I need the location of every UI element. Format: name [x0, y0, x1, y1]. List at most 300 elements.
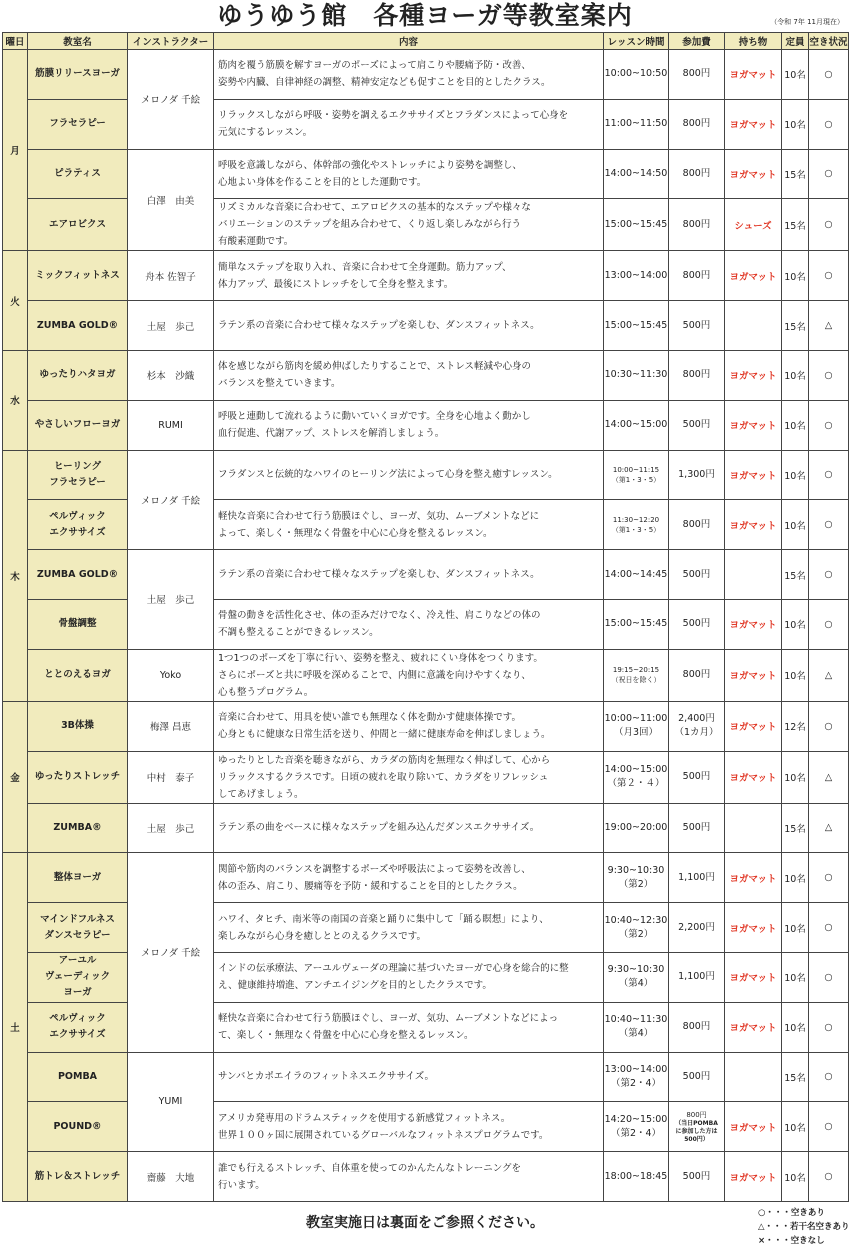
- fee-line: 500円: [682, 319, 711, 331]
- description-line: リズミカルな音楽に合わせて、エアロビクスの基本的なステップや様々な: [218, 202, 531, 214]
- fee-line: 800円: [682, 167, 711, 179]
- description-cell: [214, 301, 604, 351]
- class-name-line: ヨーガ: [63, 987, 92, 999]
- availability-cell: ○: [809, 952, 849, 1002]
- description-line: 音楽に合わせて、用具を使い誰でも無理なく体を動かす健康体操です。: [218, 712, 522, 724]
- description-line: 呼吸を意識しながら、体幹部の強化やストレッチにより姿勢を調整し、: [218, 159, 522, 171]
- capacity-cell: 10名: [782, 1002, 809, 1052]
- availability-cell: ○: [809, 853, 849, 903]
- description-line: 関節や筋肉のバランスを調整するポーズや呼吸法によって姿勢を改善し、: [218, 863, 531, 875]
- time-line: 13:00~14:00: [604, 269, 668, 281]
- legend-item: ○・・・空きあり: [758, 1208, 825, 1218]
- time-line: 14:00~15:00: [604, 764, 668, 776]
- availability-cell: ○: [809, 1002, 849, 1052]
- class-name-line: 筋膜リリースヨーガ: [35, 68, 120, 80]
- class-name: [28, 400, 128, 450]
- table-row: [3, 350, 849, 400]
- availability-cell: △: [809, 649, 849, 701]
- availability-cell: ○: [809, 251, 849, 301]
- capacity-cell: 10名: [782, 99, 809, 149]
- fee-cell: [669, 599, 725, 649]
- time-cell: [604, 450, 669, 500]
- description-line: 楽しみながら心身を癒しととのえるクラスです。: [218, 930, 426, 942]
- fee-line: 2,200円: [678, 921, 715, 933]
- time-line: 13:00~14:00: [604, 1063, 668, 1075]
- class-name: [28, 649, 128, 701]
- fee-line: 800円: [682, 1021, 711, 1033]
- time-cell: [604, 751, 669, 803]
- description-cell: [214, 500, 604, 550]
- description-line: ハワイ、タヒチ、南米等の南国の音楽と踊りに集中して「踊る瞑想」により、: [218, 913, 549, 925]
- fee-cell: [669, 99, 725, 149]
- class-name-line: エクササイズ: [49, 526, 106, 538]
- availability-cell: ○: [809, 500, 849, 550]
- class-name-line: ZUMBA GOLD®: [36, 319, 119, 331]
- fee-cell: [669, 649, 725, 701]
- day-cell: 金: [3, 701, 28, 853]
- class-name-line: ミックフィットネス: [35, 269, 120, 281]
- items-cell: ヨガマット: [725, 251, 782, 301]
- time-cell: [604, 952, 669, 1002]
- description-line: ラテン系の音楽に合わせて様々なステップを楽しむ、ダンスフィットネス。: [218, 320, 540, 332]
- time-line: 14:00~14:45: [604, 568, 668, 580]
- class-name: [28, 500, 128, 550]
- fee-line: 1,100円: [678, 971, 715, 983]
- time-line: 15:00~15:45: [604, 618, 668, 630]
- fee-cell: [669, 903, 725, 953]
- items-cell: ヨガマット: [725, 649, 782, 701]
- fee-note-line: （当日POMBA: [675, 1119, 718, 1127]
- time-cell: [604, 1152, 669, 1202]
- table-row: [3, 149, 849, 199]
- fee-line: 500円: [682, 821, 711, 833]
- description-cell: [214, 701, 604, 751]
- items-cell: ヨガマット: [725, 50, 782, 100]
- time-cell: [604, 701, 669, 751]
- fee-note-line: に参加した方は: [675, 1127, 718, 1135]
- description-cell: [214, 952, 604, 1002]
- items-cell: ヨガマット: [725, 853, 782, 903]
- description-line: 有酸素運動です。: [218, 236, 294, 248]
- time-cell: [604, 251, 669, 301]
- capacity-cell: 15名: [782, 1052, 809, 1102]
- table-row: [3, 251, 849, 301]
- fee-cell: [669, 803, 725, 853]
- time-line: 9:30~10:30: [607, 964, 665, 976]
- footer-note: 教室実施日は裏面をご参照ください。: [306, 1215, 544, 1231]
- time-cell: [604, 903, 669, 953]
- description-line: 心身ともに健康な日常生活を送り、仲間と一緒に健康寿命を伸ばしましょう。: [218, 729, 551, 741]
- day-cell: 火: [3, 251, 28, 351]
- class-name-line: 整体ヨーガ: [53, 871, 102, 883]
- instructor-cell: 梅澤 昌恵: [128, 701, 214, 751]
- fee-line: 500円: [682, 1070, 711, 1082]
- fee-cell: [669, 149, 725, 199]
- header-class: 教室名: [28, 33, 128, 50]
- time-line: （第4）: [618, 978, 654, 990]
- description-line: リラックスしながら呼吸・姿勢を調えるエクササイズとフラダンスによって心身を: [218, 110, 569, 122]
- instructor-cell: RUMI: [128, 400, 214, 450]
- items-cell: [725, 1052, 782, 1102]
- items-cell: ヨガマット: [725, 400, 782, 450]
- time-line: 10:40~11:30: [604, 1014, 668, 1026]
- items-cell: [725, 803, 782, 853]
- fee-cell: [669, 1002, 725, 1052]
- description-cell: [214, 803, 604, 853]
- header-availability: 空き状況: [809, 33, 849, 50]
- time-line: （第2）: [618, 928, 654, 940]
- items-cell: ヨガマット: [725, 450, 782, 500]
- items-cell: ヨガマット: [725, 1102, 782, 1152]
- description-cell: [214, 649, 604, 701]
- time-cell: [604, 599, 669, 649]
- class-name: [28, 199, 128, 251]
- class-name-line: ととのえるヨガ: [44, 669, 111, 681]
- description-line: してあげましょう。: [218, 788, 304, 800]
- description-line: 呼吸と連動して流れるように動いていくヨガです。全身を心地よく動かし: [218, 411, 531, 423]
- fee-line: 500円: [682, 1170, 711, 1182]
- items-cell: [725, 301, 782, 351]
- description-line: 世界１００ヶ国に展開されているグローバルなフィットネスプログラムです。: [218, 1129, 549, 1141]
- items-cell: ヨガマット: [725, 1002, 782, 1052]
- time-note: （第1・3・5）: [611, 525, 661, 534]
- class-name: [28, 450, 128, 500]
- instructor-cell: 土屋 歩己: [128, 803, 214, 853]
- class-name: [28, 251, 128, 301]
- class-name: [28, 99, 128, 149]
- time-cell: [604, 550, 669, 600]
- class-name-line: やさしいフローヨガ: [34, 419, 121, 431]
- class-name-line: マインドフルネス: [40, 913, 115, 925]
- class-name-line: ヴェーディック: [44, 971, 111, 983]
- availability-cell: △: [809, 301, 849, 351]
- time-line: 14:20~15:00: [604, 1113, 668, 1125]
- page-title: ゆうゆう館 各種ヨーガ等教室案内: [217, 1, 633, 30]
- description-line: 筋肉を覆う筋膜を解すヨーガのポーズによって肩こりや腰痛予防・改善、: [218, 60, 531, 72]
- day-cell: 土: [3, 853, 28, 1202]
- items-cell: [725, 550, 782, 600]
- class-name: [28, 751, 128, 803]
- items-cell: シューズ: [725, 199, 782, 251]
- table-row: [3, 550, 849, 600]
- capacity-cell: 10名: [782, 50, 809, 100]
- description-cell: [214, 599, 604, 649]
- fee-line: 800円: [682, 369, 711, 381]
- class-name: [28, 50, 128, 100]
- fee-line: 500円: [682, 771, 711, 783]
- availability-cell: △: [809, 751, 849, 803]
- availability-cell: ○: [809, 1152, 849, 1202]
- description-line: バランスを整えていきます。: [218, 378, 341, 390]
- fee-cell: [669, 350, 725, 400]
- fee-line: 800円: [682, 669, 711, 681]
- description-cell: [214, 751, 604, 803]
- header-fee: 参加費: [669, 33, 725, 50]
- instructor-cell: Yoko: [128, 649, 214, 701]
- time-line: 15:00~15:45: [604, 319, 668, 331]
- fee-line: 800円: [682, 518, 711, 530]
- instructor-cell: YUMI: [128, 1052, 214, 1152]
- fee-line: 1,100円: [678, 871, 715, 883]
- class-name: [28, 903, 128, 953]
- capacity-cell: 10名: [782, 599, 809, 649]
- description-cell: [214, 1152, 604, 1202]
- fee-line: （1カ月）: [674, 727, 719, 739]
- description-line: 元気にするレッスン。: [218, 127, 313, 139]
- instructor-cell: メロノダ 千絵: [128, 50, 214, 150]
- instructor-cell: 舟本 佐智子: [128, 251, 214, 301]
- capacity-cell: 15名: [782, 149, 809, 199]
- table-row: [3, 450, 849, 500]
- items-cell: ヨガマット: [725, 350, 782, 400]
- header-content: 内容: [214, 33, 604, 50]
- description-line: アメリカ発専用のドラムスティックを使用する新感覚フィットネス。: [218, 1112, 511, 1124]
- description-cell: [214, 550, 604, 600]
- availability-cell: ○: [809, 903, 849, 953]
- class-name: [28, 350, 128, 400]
- description-cell: [214, 1002, 604, 1052]
- capacity-cell: 12名: [782, 701, 809, 751]
- class-name-line: ペルヴィック: [49, 510, 106, 522]
- instructor-cell: 白澤 由美: [128, 149, 214, 251]
- description-line: フラダンスと伝統的なハワイのヒーリング法によって心身を整え癒すレッスン。: [218, 469, 558, 481]
- capacity-cell: 15名: [782, 301, 809, 351]
- time-cell: [604, 149, 669, 199]
- description-line: て、楽しく・無理なく骨盤を中心に心身を整えるレッスン。: [218, 1030, 474, 1042]
- time-cell: [604, 500, 669, 550]
- class-name-line: ダンスセラピー: [44, 929, 111, 941]
- day-cell: 月: [3, 50, 28, 251]
- fee-line: 500円: [682, 568, 711, 580]
- availability-cell: ○: [809, 599, 849, 649]
- time-line: 14:00~14:50: [604, 167, 668, 179]
- instructor-cell: 杉本 沙織: [128, 350, 214, 400]
- capacity-cell: 10名: [782, 1152, 809, 1202]
- class-name-line: ZUMBA GOLD®: [36, 568, 119, 580]
- description-line: 簡単なステップを取り入れ、音楽に合わせて全身運動。筋力アップ、: [218, 261, 512, 273]
- items-cell: ヨガマット: [725, 599, 782, 649]
- items-cell: ヨガマット: [725, 1152, 782, 1202]
- instructor-cell: メロノダ 千絵: [128, 450, 214, 550]
- description-line: 血行促進、代謝アップ、ストレスを解消しましょう。: [218, 428, 445, 440]
- description-cell: [214, 400, 604, 450]
- class-name-line: ZUMBA®: [53, 821, 102, 833]
- description-line: 骨盤の動きを活性化させ、体の歪みだけでなく、冷え性、肩こりなどの体の: [218, 610, 541, 622]
- fee-cell: [669, 1152, 725, 1202]
- class-name-line: フラセラピー: [49, 476, 106, 488]
- time-line: 19:00~20:00: [604, 821, 668, 833]
- header-row: [3, 33, 849, 50]
- class-name-line: エアロビクス: [49, 218, 106, 230]
- fee-cell: [669, 199, 725, 251]
- time-cell: [604, 400, 669, 450]
- availability-legend: [758, 1206, 850, 1248]
- description-line: 姿勢や内臓、自律神経の調整、精神安定なども促すことを目的としたクラス。: [218, 77, 551, 89]
- items-cell: ヨガマット: [725, 149, 782, 199]
- description-cell: [214, 450, 604, 500]
- time-line: （第2・4）: [610, 1127, 662, 1139]
- items-cell: ヨガマット: [725, 952, 782, 1002]
- class-name-line: POUND®: [53, 1120, 102, 1132]
- capacity-cell: 10名: [782, 350, 809, 400]
- time-cell: [604, 1002, 669, 1052]
- fee-cell: [669, 1102, 725, 1152]
- class-name-line: ヒーリング: [54, 460, 101, 472]
- items-cell: ヨガマット: [725, 99, 782, 149]
- time-line: （第２・４）: [607, 778, 665, 790]
- table-row: [3, 301, 849, 351]
- items-cell: ヨガマット: [725, 701, 782, 751]
- fee-cell: [669, 952, 725, 1002]
- fee-line: 800円: [682, 68, 711, 80]
- fee-cell: [669, 500, 725, 550]
- time-line: 11:00~11:50: [604, 118, 668, 130]
- table-row: [3, 853, 849, 903]
- capacity-cell: 10名: [782, 952, 809, 1002]
- description-line: 軽快な音楽に合わせて行う筋膜ほぐし、ヨーガ、気功、ムーブメントなどに: [218, 510, 540, 522]
- description-line: 不調も整えることができるレッスン。: [218, 627, 379, 639]
- description-cell: [214, 1102, 604, 1152]
- time-line: 10:00~11:00: [604, 713, 668, 725]
- capacity-cell: 10名: [782, 500, 809, 550]
- description-line: え、健康維持増進、アンチエイジングを目的としたクラスです。: [218, 980, 492, 992]
- class-name: [28, 550, 128, 600]
- capacity-cell: 10名: [782, 450, 809, 500]
- time-note: （祝日を除く）: [611, 676, 661, 685]
- table-row: [3, 649, 849, 701]
- fee-line: 500円: [682, 618, 711, 630]
- table-row: [3, 751, 849, 803]
- instructor-cell: 土屋 歩己: [128, 550, 214, 650]
- capacity-cell: 15名: [782, 803, 809, 853]
- day-cell: 木: [3, 450, 28, 701]
- class-name-line: ゆったりストレッチ: [34, 771, 121, 783]
- table-row: [3, 701, 849, 751]
- class-name: [28, 301, 128, 351]
- time-line: （第2）: [618, 878, 654, 890]
- availability-cell: ○: [809, 400, 849, 450]
- description-line: サンバとカポエイラのフィットネスエクササイズ。: [218, 1071, 435, 1083]
- description-cell: [214, 903, 604, 953]
- capacity-cell: 10名: [782, 251, 809, 301]
- fee-line: 1,300円: [678, 468, 715, 480]
- schedule-table: [2, 32, 849, 1202]
- instructor-cell: メロノダ 千絵: [128, 853, 214, 1052]
- fee-line: 2,400円: [678, 713, 715, 725]
- time-line: （第4）: [618, 1028, 654, 1040]
- class-name: [28, 149, 128, 199]
- fee-cell: [669, 751, 725, 803]
- availability-cell: △: [809, 803, 849, 853]
- header-time: レッスン時間: [604, 33, 669, 50]
- availability-cell: ○: [809, 701, 849, 751]
- fee-line: 800円: [682, 269, 711, 281]
- time-line: 9:30~10:30: [607, 864, 665, 876]
- description-line: 行います。: [218, 1179, 265, 1191]
- description-line: 心も整うプログラム。: [218, 686, 314, 698]
- time-cell: [604, 853, 669, 903]
- availability-cell: ○: [809, 199, 849, 251]
- items-cell: ヨガマット: [725, 751, 782, 803]
- description-line: リラックスするクラスです。日頃の疲れを取り除いて、カラダをリフレッシュ: [218, 771, 549, 783]
- time-cell: [604, 1102, 669, 1152]
- fee-cell: [669, 701, 725, 751]
- description-line: 体を感じながら筋肉を緩め伸ばしたりすることで、ストレス軽減や心身の: [218, 361, 532, 373]
- header-instructor: インストラクター: [128, 33, 214, 50]
- description-cell: [214, 50, 604, 100]
- fee-cell: [669, 301, 725, 351]
- description-cell: [214, 199, 604, 251]
- class-name-line: POMBA: [57, 1070, 98, 1082]
- time-line: 18:00~18:45: [604, 1170, 668, 1182]
- capacity-cell: 15名: [782, 550, 809, 600]
- time-line: 10:00~10:50: [604, 68, 668, 80]
- class-name: [28, 853, 128, 903]
- items-cell: ヨガマット: [725, 903, 782, 953]
- description-cell: [214, 251, 604, 301]
- availability-cell: ○: [809, 350, 849, 400]
- table-row: [3, 1152, 849, 1202]
- legend-item: △・・・若干名空きあり: [758, 1222, 850, 1232]
- description-line: 1つ1つのポーズを丁寧に行い、姿勢を整え、疲れにくい身体をつくります。: [218, 652, 543, 664]
- capacity-cell: 10名: [782, 649, 809, 701]
- description-cell: [214, 99, 604, 149]
- time-cell: [604, 649, 669, 701]
- class-name-line: 3B体操: [61, 720, 94, 732]
- table-row: [3, 803, 849, 853]
- description-line: さらにポーズと共に呼吸を深めることで、内側に意識を向けやすくなり、: [218, 669, 531, 681]
- capacity-cell: 10名: [782, 1102, 809, 1152]
- header-items: 持ち物: [725, 33, 782, 50]
- fee-cell: [669, 251, 725, 301]
- class-name-line: フラセラピー: [49, 118, 106, 130]
- day-cell: 水: [3, 350, 28, 450]
- class-name: [28, 701, 128, 751]
- instructor-cell: 土屋 歩己: [128, 301, 214, 351]
- time-line: 15:00~15:45: [604, 218, 668, 230]
- class-name-line: アーユル: [58, 955, 97, 967]
- description-cell: [214, 1052, 604, 1102]
- capacity-cell: 10名: [782, 903, 809, 953]
- fee-cell: [669, 1052, 725, 1102]
- table-row: [3, 50, 849, 100]
- fee-line: 500円: [682, 419, 711, 431]
- description-line: ラテン系の音楽に合わせて様々なステップを楽しむ、ダンスフィットネス。: [218, 569, 540, 581]
- description-line: 軽快な音楽に合わせて行う筋膜ほぐし、ヨーガ、気功、ムーブメントなどによっ: [218, 1013, 559, 1025]
- class-name: [28, 952, 128, 1002]
- instructor-cell: 齋藤 大地: [128, 1152, 214, 1202]
- fee-line: 800円: [682, 218, 711, 230]
- description-line: ラテン系の曲をベースに様々なステップを組み込んだダンスエクササイズ。: [218, 822, 540, 834]
- time-line: （第2・4）: [610, 1077, 662, 1089]
- time-note: （第1・3・5）: [611, 475, 661, 484]
- class-name-line: ゆったりハタヨガ: [39, 369, 116, 381]
- availability-cell: ○: [809, 1102, 849, 1152]
- legend-item: ×・・・空きなし: [758, 1236, 825, 1246]
- availability-cell: ○: [809, 99, 849, 149]
- description-line: バリエーションのステップを組み合わせて、くり返し楽しみながら行う: [218, 219, 522, 231]
- class-name-line: 筋トレ＆ストレッチ: [34, 1170, 121, 1182]
- class-name: [28, 1002, 128, 1052]
- description-line: 誰でも行えるストレッチ、自体重を使ってのかんたんなトレーニングを: [218, 1162, 522, 1174]
- availability-cell: ○: [809, 1052, 849, 1102]
- fee-cell: [669, 853, 725, 903]
- time-cell: [604, 1052, 669, 1102]
- description-line: よって、楽しく・無理なく骨盤を中心に心身を整えるレッスン。: [218, 527, 493, 539]
- fee-cell: [669, 50, 725, 100]
- time-cell: [604, 99, 669, 149]
- description-cell: [214, 853, 604, 903]
